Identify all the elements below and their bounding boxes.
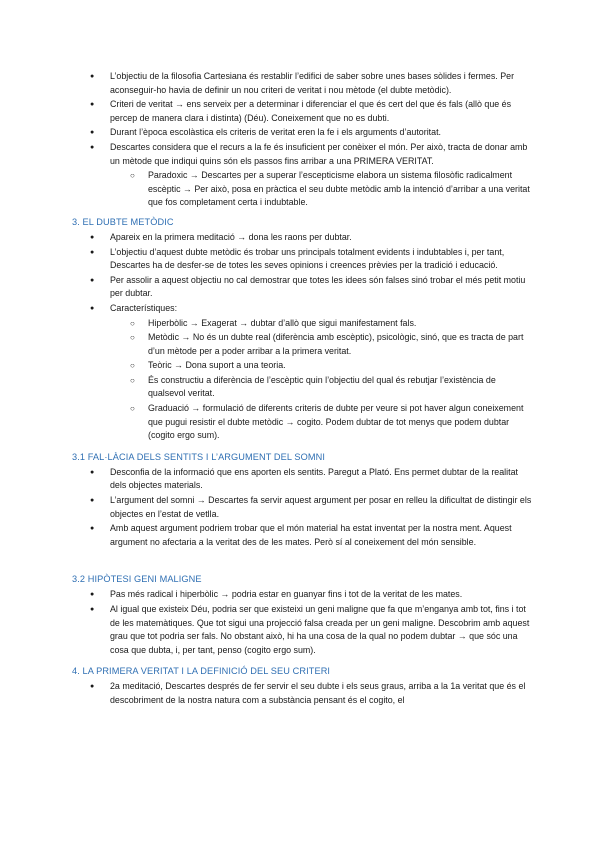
document-content	[72, 70, 532, 709]
list-item: ● Característiques:	[72, 302, 532, 316]
list-item: ● L’objectiu d’aquest dubte metòdic és trobar uns principals totalment evidents i indubtables i, per tant, Descartes ha de desfer-se de totes les seves opinions i creences prèvies per la tradició i educació.	[72, 246, 532, 273]
sub-list-item: ○ Graduació → formulació de diferents criteris de dubte per veure si pot haver algun coneixement que pugui resistir el dubte metòdic → cogito. Podem dubtar de tot menys que podem dubtar (cogito ergo sum).	[72, 402, 532, 443]
list-item: ● Descartes considera que el recurs a la fe és insuficient per conèixer el món. Per això, tracta de donar amb un mètode que indiqui quins són els passos fins arribar a una PRIMERA VERITAT.	[72, 141, 532, 168]
section-heading-fallacia-sentits: 3.1 FAL·LÀCIA DELS SENTITS I L’ARGUMENT DEL SOMNI	[72, 451, 326, 462]
section-heading-geni-maligne: 3.2 HIPÒTESI GENI MALIGNE	[72, 574, 202, 585]
section-3-1-list	[72, 466, 532, 550]
sub-list-item: ○ Teòric → Dona suport a una teoria.	[72, 359, 532, 373]
section-3-2-list	[72, 588, 532, 657]
section-heading-primera-veritat: 4. LA PRIMERA VERITAT I LA DEFINICIÓ DEL SEU CRITERI	[72, 666, 331, 677]
section-4-list	[72, 680, 532, 707]
list-item: ● Per assolir a aquest objectiu no cal demostrar que totes les idees són falses sinó trobar el més petit motiu per dubtar.	[72, 274, 532, 301]
list-item: ● Apareix en la primera meditació → dona les raons per dubtar.	[72, 231, 532, 245]
list-item: ● Pas més radical i hiperbòlic → podria estar en guanyar fins i tot de la veritat de les mates.	[72, 588, 532, 602]
intro-list	[72, 70, 532, 210]
sub-list-item: ○ És constructiu a diferència de l’escèptic quin l’objectiu del qual és rebutjar l’existència de qualsevol veritat.	[72, 374, 532, 401]
section-3-list	[72, 231, 532, 443]
sub-list-item: ○ Paradoxic → Descartes per a superar l’escepticisme elabora un sistema filosòfic radicalment escèptic → Per això, posa en pràctica el seu dubte metòdic amb la intenció d’arribar a una veritat que fos completament certa i indubtable.	[72, 169, 532, 210]
list-item: ● 2a meditació, Descartes després de fer servir el seu dubte i els seus graus, arriba a la 1a veritat que és el descobriment de la nostra natura com a substància pensant és el cogito, el	[72, 680, 532, 707]
list-item: ● Al igual que existeix Déu, podria ser que existeixi un geni maligne que fa que m’enganya amb tot, fins i tot de les matemàtiques. Que tot sigui una projecció falsa creada per un geni maligne. Descobrim amb aquest grau que tot podria ser fals. No obstant això, hi ha una cosa de la qual no podem dubtar → que sóc una cosa que dubta, i, per tant, penso (cogito ergo sum).	[72, 603, 532, 657]
list-item: ● L’objectiu de la filosofia Cartesiana és restablir l’edifici de saber sobre unes bases sòlides i fermes. Per aconseguir-ho havia de definir un nou criteri de veritat i nou mètode (el dubte metòdic).	[72, 70, 532, 97]
sub-list-item: ○ Metòdic → No és un dubte real (diferència amb escèptic), psicològic, sinó, que es tracta de part d’un mètode per a poder arribar a la primera veritat.	[72, 331, 532, 358]
list-item: ● Desconfia de la informació que ens aporten els sentits. Paregut a Plató. Ens permet dubtar de la realitat dels objectes materials.	[72, 466, 532, 493]
section-heading-dubte-metodic: 3. EL DUBTE METÒDIC	[72, 216, 174, 227]
list-item: ● L’argument del somni → Descartes fa servir aquest argument per posar en relleu la dificultat de distingir els objectes en l’estat de vetlla.	[72, 494, 532, 521]
list-item: ● Durant l’època escolàstica els criteris de veritat eren la fe i els arguments d’autoritat.	[72, 126, 532, 140]
sub-list-item: ○ Hiperbòlic → Exagerat → dubtar d’allò que sigui manifestament fals.	[72, 317, 532, 331]
list-item: ● Criteri de veritat → ens serveix per a determinar i diferenciar el que és cert del que és fals (allò que és percep de manera clara i distinta) (Déu). Coneixement que no es dubti.	[72, 98, 532, 125]
list-item: ● Amb aquest argument podriem trobar que el món material ha estat inventat per la nostra ment. Aquest argument no afectaria a la veritat des de les mates. Però sí al coneixement del món sensible.	[72, 522, 532, 549]
